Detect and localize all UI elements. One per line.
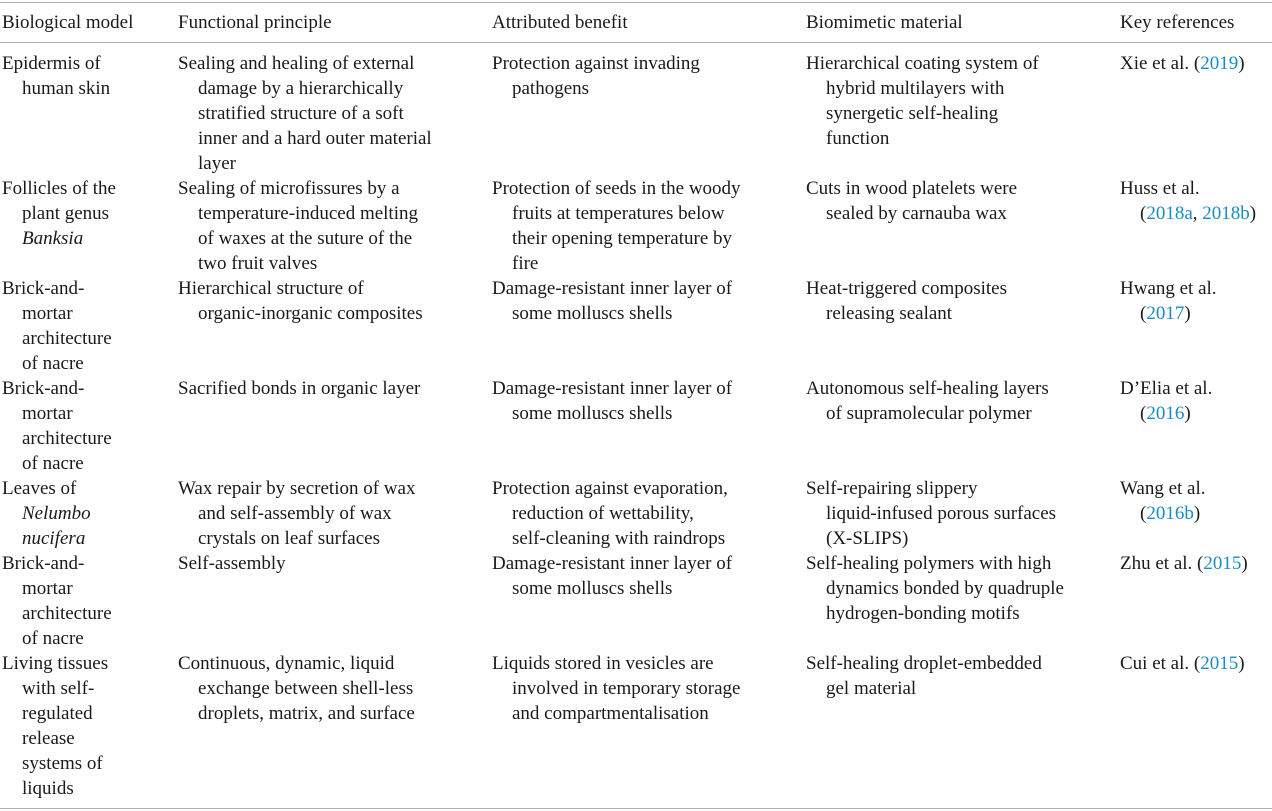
reference-paren: ) [1238, 53, 1245, 74]
cell-biological-model [2, 276, 167, 376]
cell-line: Follicles of the [2, 178, 116, 199]
cell-functional-principle [178, 476, 478, 551]
reference-year-link[interactable]: 2018a [1146, 203, 1193, 224]
cell-line: Self-healing droplet-embedded [806, 653, 1042, 674]
cell-line: their opening temperature by [512, 228, 733, 249]
cell-line-italic: Banksia [22, 228, 84, 249]
cell-biological-model [2, 651, 167, 801]
header-biological-model: Biological model [2, 12, 134, 33]
reference-line [1120, 301, 1272, 326]
cell-line: mortar [22, 403, 73, 424]
reference-paren: ( [1140, 503, 1147, 524]
cell-line: Protection of seeds in the woody [492, 178, 741, 199]
cell-biological-model [2, 176, 167, 251]
cell-line: liquid-infused porous surfaces [826, 503, 1057, 524]
cell-line: some molluscs shells [512, 403, 673, 424]
reference-line [1120, 501, 1272, 526]
reference-paren: ) [1193, 503, 1201, 524]
reference-year-link[interactable]: 2016 [1146, 403, 1185, 424]
cell-line: plant genus [22, 203, 110, 224]
cell-line: fruits at temperatures below [512, 203, 725, 224]
cell-line: of nacre [22, 453, 84, 474]
cell-line: sealed by carnauba wax [826, 203, 1007, 224]
cell-key-references [1120, 51, 1272, 76]
reference-line: Huss et al. [1120, 178, 1200, 199]
cell-key-references [1120, 551, 1272, 576]
cell-line: Damage-resistant inner layer of [492, 278, 733, 299]
cell-attributed-benefit [492, 476, 792, 551]
reference-year-link[interactable]: 2016b [1146, 503, 1194, 524]
cell-line: two fruit valves [198, 253, 318, 274]
reference-line [1120, 201, 1272, 226]
reference-paren: ( [1140, 203, 1147, 224]
cell-line: hybrid multilayers with [826, 78, 1005, 99]
cell-line: involved in temporary storage [512, 678, 741, 699]
cell-line: Hierarchical structure of [178, 278, 364, 299]
cell-line: releasing sealant [826, 303, 953, 324]
cell-biomimetic-material [806, 476, 1106, 551]
cell-line: function [826, 128, 890, 149]
cell-biomimetic-material [806, 551, 1106, 626]
reference-line [1120, 401, 1272, 426]
cell-line: Hierarchical coating system of [806, 53, 1039, 74]
cell-line: Cuts in wood platelets were [806, 178, 1018, 199]
cell-key-references [1120, 651, 1272, 676]
cell-line: Brick-and- [2, 278, 85, 299]
cell-line: stratified structure of a soft [198, 103, 404, 124]
cell-biomimetic-material [806, 176, 1106, 226]
cell-line: Damage-resistant inner layer of [492, 378, 733, 399]
reference-year-link[interactable]: 2015 [1203, 553, 1242, 574]
cell-biological-model [2, 551, 167, 651]
reference-year-link[interactable]: 2019 [1200, 53, 1239, 74]
header-rule [0, 42, 1272, 43]
cell-functional-principle [178, 276, 478, 326]
reference-paren: ( [1140, 303, 1147, 324]
cell-biological-model [2, 51, 167, 101]
cell-line: some molluscs shells [512, 303, 673, 324]
cell-line: of waxes at the suture of the [198, 228, 413, 249]
cell-line: architecture [22, 603, 112, 624]
cell-attributed-benefit [492, 276, 792, 326]
cell-line: inner and a hard outer material [198, 128, 432, 149]
cell-line: organic-inorganic composites [198, 303, 423, 324]
cell-functional-principle [178, 651, 478, 726]
reference-paren: ( [1140, 403, 1147, 424]
cell-line: Protection against invading [492, 53, 700, 74]
cell-key-references [1120, 176, 1272, 226]
header-key-references: Key references [1120, 12, 1235, 33]
cell-line: Heat-triggered composites [806, 278, 1008, 299]
cell-key-references [1120, 276, 1272, 326]
cell-line: hydrogen-bonding motifs [826, 603, 1020, 624]
reference-year-link[interactable]: 2015 [1200, 653, 1239, 674]
reference-line [1120, 551, 1272, 576]
cell-line-italic: Nelumbo [22, 503, 91, 524]
cell-line: Damage-resistant inner layer of [492, 553, 733, 574]
cell-functional-principle [178, 551, 478, 576]
cell-line: pathogens [512, 78, 590, 99]
cell-line: Leaves of [2, 478, 77, 499]
reference-year-link[interactable]: 2017 [1146, 303, 1185, 324]
cell-functional-principle [178, 176, 478, 276]
reference-paren: ) [1184, 303, 1191, 324]
header-biomimetic-material: Biomimetic material [806, 12, 963, 33]
cell-attributed-benefit [492, 176, 792, 276]
cell-line: reduction of wettability, [512, 503, 694, 524]
cell-line: (X-SLIPS) [826, 528, 909, 549]
cell-line: architecture [22, 428, 112, 449]
cell-biological-model [2, 376, 167, 476]
cell-line: Sealing and healing of external [178, 53, 415, 74]
cell-line: Liquids stored in vesicles are [492, 653, 714, 674]
cell-line: release [22, 728, 75, 749]
reference-paren: ) [1241, 553, 1248, 574]
reference-separator: , [1192, 203, 1203, 224]
header-attributed-benefit: Attributed benefit [492, 12, 628, 33]
cell-line: and self-assembly of wax [198, 503, 392, 524]
reference-line [1120, 651, 1272, 676]
cell-line: with self- [22, 678, 95, 699]
cell-line: Continuous, dynamic, liquid [178, 653, 395, 674]
reference-paren: ) [1238, 653, 1245, 674]
cell-line-italic: nucifera [22, 528, 86, 549]
cell-biomimetic-material [806, 276, 1106, 326]
cell-line: Protection against evaporation, [492, 478, 728, 499]
cell-line: Epidermis of [2, 53, 101, 74]
reference-line: D’Elia et al. [1120, 378, 1213, 399]
cell-line: Self-repairing slippery [806, 478, 978, 499]
cell-line: gel material [826, 678, 917, 699]
cell-line: regulated [22, 703, 93, 724]
reference-author: Zhu et al. ( [1120, 553, 1204, 574]
reference-line [1120, 51, 1272, 76]
reference-line: Hwang et al. [1120, 278, 1217, 299]
table-bottom-rule [0, 808, 1272, 809]
cell-line: Self-assembly [178, 553, 286, 574]
cell-attributed-benefit [492, 51, 792, 101]
cell-line: damage by a hierarchically [198, 78, 404, 99]
cell-line: self-cleaning with raindrops [512, 528, 726, 549]
reference-line: Wang et al. [1120, 478, 1206, 499]
cell-line: of nacre [22, 353, 84, 374]
cell-line: human skin [22, 78, 111, 99]
cell-line: crystals on leaf surfaces [198, 528, 381, 549]
cell-line: mortar [22, 578, 73, 599]
cell-line: Brick-and- [2, 378, 85, 399]
reference-paren: ) [1249, 203, 1257, 224]
cell-line: of nacre [22, 628, 84, 649]
cell-key-references [1120, 476, 1272, 526]
cell-line: systems of [22, 753, 103, 774]
cell-line: Sacrified bonds in organic layer [178, 378, 421, 399]
cell-line: droplets, matrix, and surface [198, 703, 415, 724]
cell-line: synergetic self-healing [826, 103, 999, 124]
cell-biological-model [2, 476, 167, 551]
cell-functional-principle [178, 376, 478, 401]
cell-line: mortar [22, 303, 73, 324]
cell-key-references [1120, 376, 1272, 426]
cell-line: Living tissues [2, 653, 109, 674]
cell-attributed-benefit [492, 551, 792, 601]
cell-biomimetic-material [806, 51, 1106, 151]
cell-line: liquids [22, 778, 74, 799]
cell-line: exchange between shell-less [198, 678, 414, 699]
cell-line: of supramolecular polymer [826, 403, 1032, 424]
reference-author: Xie et al. ( [1120, 53, 1201, 74]
cell-line: architecture [22, 328, 112, 349]
cell-line: temperature-induced melting [198, 203, 418, 224]
cell-line: dynamics bonded by quadruple [826, 578, 1064, 599]
cell-line: Brick-and- [2, 553, 85, 574]
header-functional-principle: Functional principle [178, 12, 332, 33]
cell-biomimetic-material [806, 651, 1106, 701]
cell-line: Autonomous self-healing layers [806, 378, 1049, 399]
cell-line: Sealing of microfissures by a [178, 178, 400, 199]
cell-biomimetic-material [806, 376, 1106, 426]
reference-paren: ) [1184, 403, 1191, 424]
cell-line: some molluscs shells [512, 578, 673, 599]
cell-line: fire [512, 253, 539, 274]
cell-line: layer [198, 153, 236, 174]
table-top-rule [0, 2, 1272, 3]
cell-functional-principle [178, 51, 478, 176]
reference-author: Cui et al. ( [1120, 653, 1201, 674]
cell-attributed-benefit [492, 376, 792, 426]
cell-line: Self-healing polymers with high [806, 553, 1052, 574]
cell-attributed-benefit [492, 651, 792, 726]
reference-year-link[interactable]: 2018b [1202, 203, 1250, 224]
cell-line: and compartmentalisation [512, 703, 709, 724]
cell-line: Wax repair by secretion of wax [178, 478, 416, 499]
